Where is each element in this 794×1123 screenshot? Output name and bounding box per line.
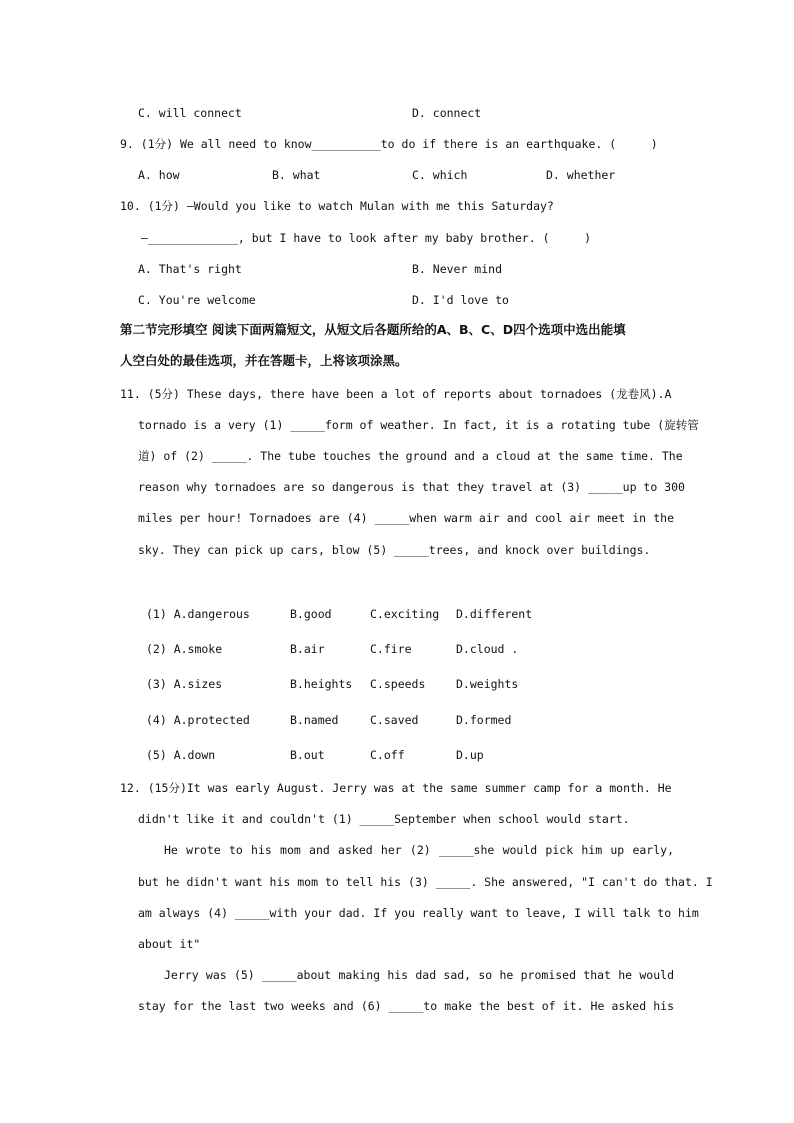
q10-option-c: C. You're welcome bbox=[138, 293, 256, 307]
q12-line-6: about it" bbox=[138, 937, 201, 951]
q10-stem: 10. (1分) –Would you like to watch Mulan with me this Saturday? bbox=[120, 199, 554, 213]
q11-opt-5-c: C.off bbox=[370, 748, 405, 762]
q10-option-b: B. Never mind bbox=[412, 262, 503, 276]
q11-opt-3-b: B.heights bbox=[290, 677, 353, 691]
q9-option-c: C. which bbox=[412, 168, 468, 182]
q11-opt-1-d: D.different bbox=[456, 607, 533, 621]
q11-opt-2-a: (2) A.smoke bbox=[146, 642, 223, 656]
q11-line-3: 道) of (2) _____. The tube touches the ground and a cloud at the same time. The bbox=[138, 449, 683, 463]
q11-line-5: miles per hour! Tornadoes are (4) _____when warm air and cool air meet in the bbox=[138, 511, 674, 525]
q9-option-d: D. whether bbox=[546, 168, 616, 182]
q8-option-d: D. connect bbox=[412, 106, 482, 120]
q11-opt-5-b: B.out bbox=[290, 748, 325, 762]
q12-line-5: am always (4) _____with your dad. If you really want to leave, I will talk to him bbox=[138, 906, 699, 920]
q8-option-c: C. will connect bbox=[138, 106, 242, 120]
q11-opt-4-d: D.formed bbox=[456, 713, 512, 727]
q12-line-3: He wrote to his mom and asked her (2) _____she would pick him up early, bbox=[164, 843, 674, 857]
q11-line-4: reason why tornadoes are so dangerous is that they travel at (3) _____up to 300 bbox=[138, 480, 685, 494]
q11-opt-1-b: B.good bbox=[290, 607, 332, 621]
q11-line-1: 11. (5分) These days, there have been a lot of reports about tornadoes (龙卷风).A bbox=[120, 387, 672, 401]
q11-opt-1-a: (1) A.dangerous bbox=[146, 607, 250, 621]
q11-opt-3-a: (3) A.sizes bbox=[146, 677, 223, 691]
section-heading-line-2: 人空白处的最佳选项，并在答题卡，上将该项涂黑。 bbox=[120, 353, 408, 368]
q9-option-a: A. how bbox=[138, 168, 180, 182]
q10-option-a: A. That's right bbox=[138, 262, 242, 276]
q10-option-d: D. I'd love to bbox=[412, 293, 509, 307]
q11-opt-4-b: B.named bbox=[290, 713, 339, 727]
q9-option-b: B. what bbox=[272, 168, 321, 182]
section-heading-line-1: 第二节完形填空 阅读下面两篇短文，从短文后各题所给的A、B、C、D四个选项中选出能填 bbox=[120, 322, 626, 337]
q11-line-2: tornado is a very (1) _____form of weather. In fact, it is a rotating tube (旋转管 bbox=[138, 418, 699, 432]
q11-opt-2-c: C.fire bbox=[370, 642, 412, 656]
q11-opt-3-c: C.speeds bbox=[370, 677, 426, 691]
q10-reply: –_____________, but I have to look after my baby brother. ( ) bbox=[141, 231, 592, 245]
q11-opt-5-d: D.up bbox=[456, 748, 484, 762]
q11-opt-2-d: D.cloud . bbox=[456, 642, 519, 656]
q11-opt-1-c: C.exciting bbox=[370, 607, 440, 621]
q12-line-8: stay for the last two weeks and (6) _____to make the best of it. He asked his bbox=[138, 999, 674, 1013]
q9-stem: 9. (1分) We all need to know__________to do if there is an earthquake. ( ) bbox=[120, 137, 658, 151]
q11-opt-3-d: D.weights bbox=[456, 677, 519, 691]
q11-opt-4-a: (4) A.protected bbox=[146, 713, 250, 727]
q12-line-4: but he didn't want his mom to tell his (3) _____. She answered, "I can't do that. I bbox=[138, 875, 713, 889]
q11-line-6: sky. They can pick up cars, blow (5) _____trees, and knock over buildings. bbox=[138, 543, 651, 557]
q12-line-2: didn't like it and couldn't (1) _____September when school would start. bbox=[138, 812, 630, 826]
q11-opt-5-a: (5) A.down bbox=[146, 748, 216, 762]
q12-line-7: Jerry was (5) _____about making his dad sad, so he promised that he would bbox=[164, 968, 674, 982]
q12-line-1: 12. (15分)It was early August. Jerry was at the same summer camp for a month. He bbox=[120, 781, 672, 795]
q11-opt-4-c: C.saved bbox=[370, 713, 419, 727]
q11-opt-2-b: B.air bbox=[290, 642, 325, 656]
